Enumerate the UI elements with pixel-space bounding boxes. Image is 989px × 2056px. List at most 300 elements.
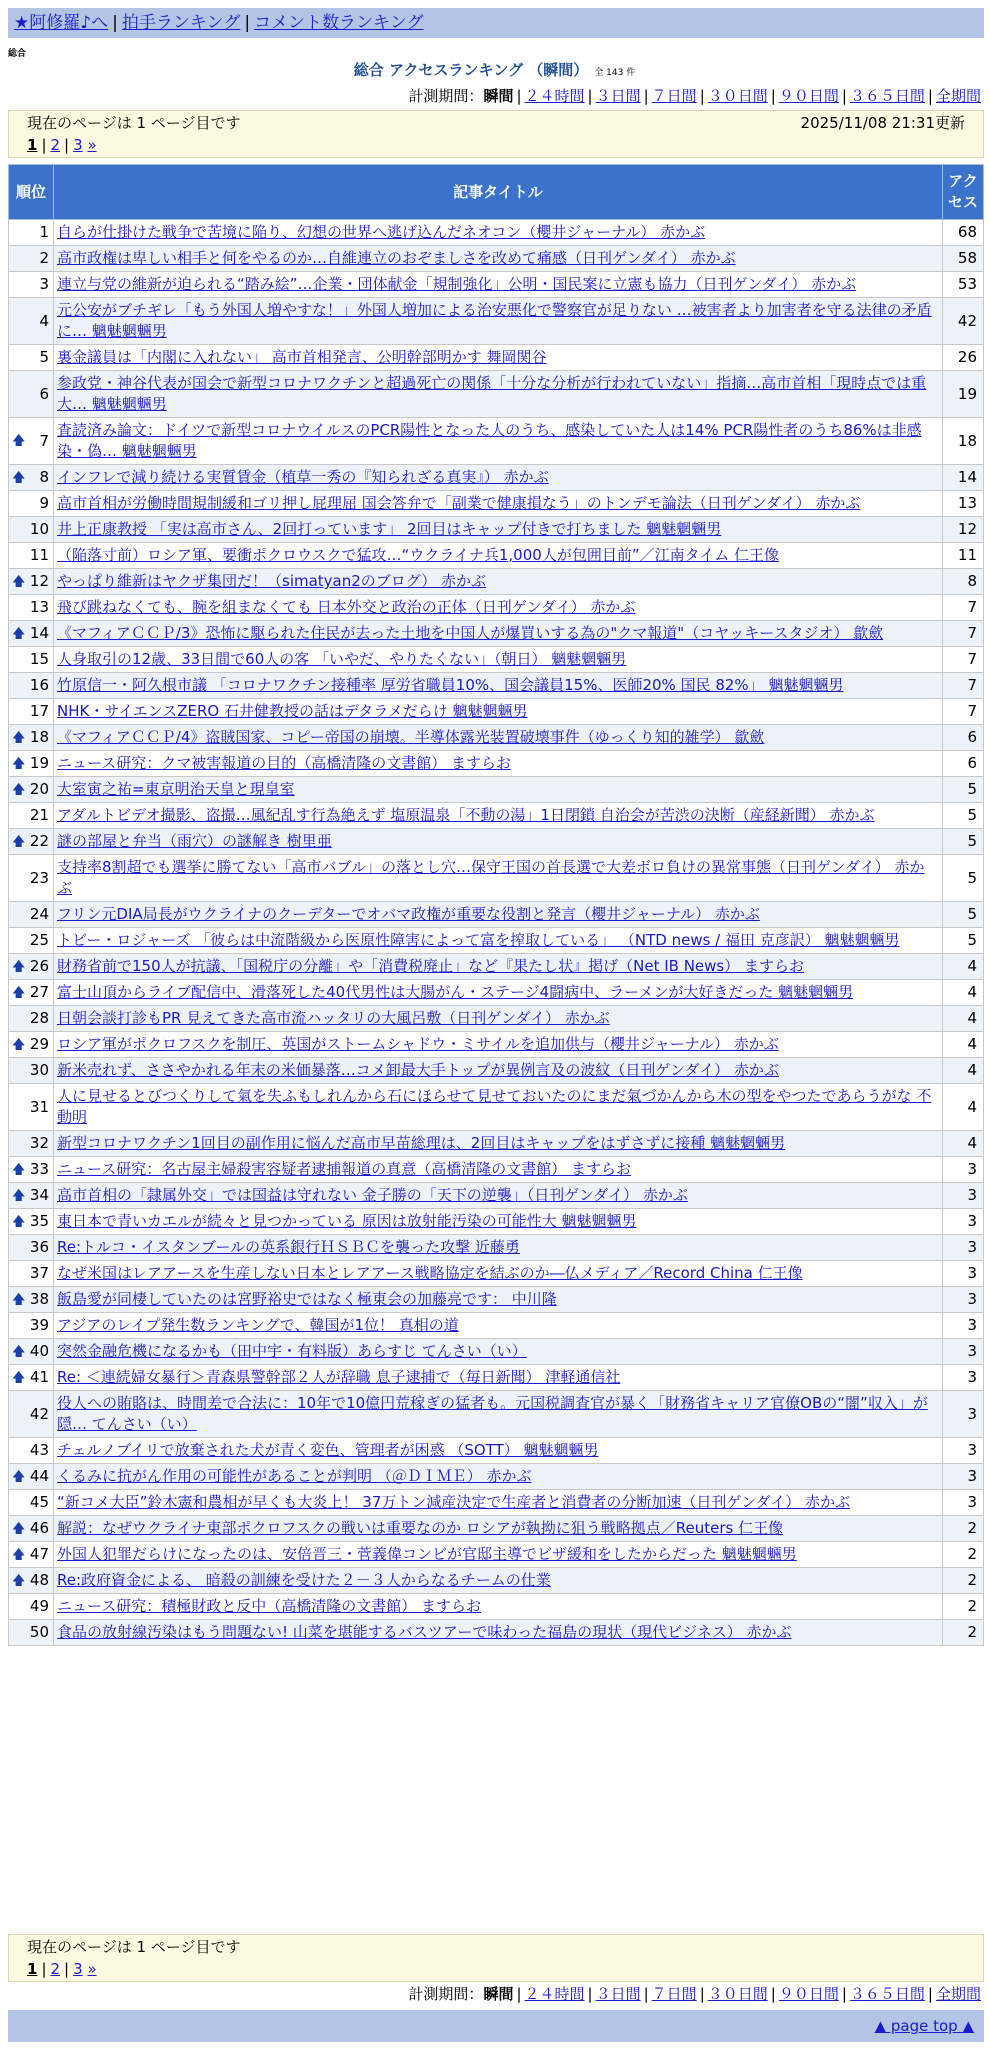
access-count: 3 [943,1287,984,1313]
rank-number: 29 [29,1035,49,1053]
period-separator: | [516,87,522,105]
period-link[interactable]: ９０日間 [778,1985,839,2003]
access-count: 3 [943,1391,984,1438]
title-cell [54,1516,943,1542]
period-selector-bottom [408,1984,981,2004]
article-link[interactable]: 井上正康教授 「実は高市さん、2回打っています」 2回目はキャップ付きで打ちました 魑魅魍魎男 [57,520,722,538]
period-link[interactable]: ３０日間 [707,87,768,105]
table-row [9,1620,984,1646]
table-row [9,1542,984,1568]
table-row [9,543,984,569]
table-row [9,673,984,699]
table-row [9,777,984,803]
title-cell [54,1235,943,1261]
up-arrow-icon: 🡅 [12,1188,26,1203]
period-separator: | [927,1985,933,2003]
access-count: 3 [943,1209,984,1235]
article-link[interactable]: インフレで減り続ける実質賃金（植草一秀の『知られざる真実』） 赤かぶ [57,468,549,486]
article-link[interactable]: 突然金融危機になるかも（田中宇・有料版）あらすじ てんさい（い） [57,1342,527,1360]
article-link[interactable]: 外国人犯罪だらけになったのは、安倍晋三・菅義偉コンビが官邸主導でビザ緩和をしたからだった 魑魅魍魎男 [57,1545,797,1563]
access-count: 5 [943,902,984,928]
up-arrow-icon: 🡅 [12,1162,26,1177]
nav-separator: | [112,13,118,33]
period-separator: | [643,1985,649,2003]
article-link[interactable]: 新型コロナワクチン1回目の副作用に悩んだ高市早苗総理は、2回目はキャップをはずさずに接種 魑魅魍魎男 [57,1134,786,1152]
title-cell [54,777,943,803]
article-link[interactable]: Re:政府資金による、 暗殺の訓練を受けた２－３人からなるチームの仕業 [57,1571,551,1589]
page-top-link[interactable]: ▲ page top ▲ [874,2017,974,2035]
access-count: 4 [943,1084,984,1131]
article-link[interactable]: （陥落寸前）ロシア軍、要衝ポクロウスクで猛攻…“ウクライナ兵1,000人が包囲目前”／江南タイム 仁王像 [57,546,780,564]
table-row [9,272,984,298]
rank-number: 50 [29,1623,49,1641]
table-row [9,855,984,902]
rank-cell [9,777,54,803]
access-count: 11 [943,543,984,569]
title-cell [54,595,943,621]
rank-number: 21 [29,806,49,824]
access-count: 6 [943,751,984,777]
article-link[interactable]: 査読済み論文：ドイツで新型コロナウイルスのPCR陽性となった人のうち、感染していた人は14% PCR陽性者のうち86%は非感染・偽… 魑魅魍魎男 [57,421,922,460]
rank-cell [9,246,54,272]
up-arrow-icon: 🡅 [12,626,26,641]
table-row [9,491,984,517]
title-cell [54,517,943,543]
pager-box-bottom [8,1934,984,1982]
title-cell [54,220,943,246]
title-cell [54,246,943,272]
rank-number: 14 [29,624,49,642]
period-current: 瞬間 [483,1985,514,2003]
period-link[interactable]: 全期間 [935,87,981,105]
rank-cell [9,647,54,673]
rank-cell [9,298,54,345]
table-row [9,1568,984,1594]
table-row [9,1183,984,1209]
access-count: 3 [943,1261,984,1287]
rank-number: 32 [29,1134,49,1152]
up-arrow-icon: 🡅 [12,470,26,485]
article-link[interactable]: 高市首相の「隷属外交」では国益は守れない 金子勝の「天下の逆襲」（日刊ゲンダイ） 赤かぶ [57,1186,688,1204]
period-link[interactable]: ３日間 [595,1985,641,2003]
article-link[interactable]: アジアのレイプ発生数ランキングで、韓国が1位！ 真相の道 [57,1316,459,1334]
title-cell [54,371,943,418]
article-link[interactable]: 日朝会談打診もPR 見えてきた高市流ハッタリの大風呂敷（日刊ゲンダイ） 赤かぶ [57,1009,610,1027]
ranking-table-body [9,220,984,1646]
article-link[interactable]: 富士山頂からライブ配信中、滑落死した40代男性は大腸がん・ステージ4闘病中、ラーメンが大好きだった 魑魅魍魎男 [57,983,854,1001]
table-row [9,902,984,928]
up-arrow-icon: 🡅 [12,574,26,589]
up-arrow-icon: 🡅 [12,1037,26,1052]
table-row [9,465,984,491]
rank-cell [9,272,54,298]
article-link[interactable]: Re: ＜連続婦女暴行＞青森県警幹部２人が辞職 息子逮捕で（毎日新聞） 津軽通信社 [57,1368,621,1386]
table-row [9,345,984,371]
comment-ranking-link[interactable]: コメント数ランキング [254,13,424,33]
up-arrow-icon: 🡅 [12,1469,26,1484]
up-arrow-icon: 🡅 [12,1292,26,1307]
up-arrow-icon: 🡅 [12,1547,26,1562]
title-cell [54,345,943,371]
title-cell [54,569,943,595]
period-link[interactable]: ７日間 [651,1985,697,2003]
rank-number: 16 [29,676,49,694]
period-link[interactable]: ２４時間 [524,1985,585,2003]
up-arrow-icon: 🡅 [12,756,26,771]
period-link[interactable]: ９０日間 [778,87,839,105]
access-count: 4 [943,980,984,1006]
rank-cell [9,1464,54,1490]
rank-cell [9,491,54,517]
rank-number: 49 [29,1597,49,1615]
rank-number: 25 [29,931,49,949]
rank-number: 36 [29,1238,49,1256]
article-link[interactable]: 連立与党の維新が迫られる“踏み絵”…企業・団体献金「規制強化」公明・国民案に立憲も協力（日刊ゲンダイ） 赤かぶ [57,275,857,293]
access-count: 7 [943,673,984,699]
article-link[interactable]: やっぱり維新はヤクザ集団だ！（simatyan2のブログ） 赤かぶ [57,572,487,590]
access-count: 12 [943,517,984,543]
article-link[interactable]: 解説：なぜウクライナ東部ポクロフスクの戦いは重要なのか ロシアが執拗に狙う戦略拠点／Reuters 仁王像 [57,1519,784,1537]
title-cell [54,621,943,647]
table-row [9,1464,984,1490]
rank-cell [9,220,54,246]
rank-number: 11 [29,546,49,564]
rank-number: 38 [29,1290,49,1308]
page-link[interactable]: 3 [73,1960,83,1978]
access-count: 18 [943,418,984,465]
period-link[interactable]: ３６５日間 [849,87,925,105]
article-link[interactable]: ニュース研究：名古屋主婦殺害容疑者逮捕報道の真意（高橋清隆の文書館） ますらお [57,1160,632,1178]
period-link[interactable]: 全期間 [935,1985,981,2003]
page-link[interactable]: 3 [73,136,83,154]
article-link[interactable]: アダルトビデオ撮影、盗撮…風紀乱す行為絶えず 塩原温泉「不動の湯」1日閉鎖 自治会が苦渋の決断（産経新聞） 赤かぶ [57,806,875,824]
article-link[interactable]: 食品の放射線汚染はもう問題ない! 山菜を堪能するバスツアーで味わった福島の現状（現代ビジネス） 赤かぶ [57,1623,792,1641]
access-count: 5 [943,928,984,954]
genre-label: 総合 [8,49,27,59]
title-cell [54,1490,943,1516]
table-row [9,751,984,777]
rank-number: 34 [29,1186,49,1204]
title-cell [54,1313,943,1339]
article-link[interactable]: Re:トルコ・イスタンブールの英系銀行ＨＳＢＣを襲った攻撃 近藤勇 [57,1238,520,1256]
title-cell [54,954,943,980]
table-row [9,595,984,621]
period-link[interactable]: ７日間 [651,87,697,105]
article-link[interactable]: 人に見せるとびつくりして氣を失ふもしれんから石にほらせて見せておいたのにまだ氣づかんから木の型をやつたであらうがな 不動明 [57,1087,932,1126]
title-cell [54,1568,943,1594]
article-link[interactable]: 役人への賄賂は、時間差で合法に：10年で10億円荒稼ぎの猛者も。元国税調査官が暴く「財務省キャリア官僚OBの“闇”収入」が隠… てんさい（い） [57,1394,928,1433]
table-row [9,1084,984,1131]
up-arrow-icon: 🡅 [12,1370,26,1385]
article-link[interactable]: 高市政権は卑しい相手と何をやるのか…自維連立のおぞましさを改めて痛感（日刊ゲンダイ） 赤かぶ [57,249,736,267]
title-cell [54,803,943,829]
rank-number: 44 [29,1467,49,1485]
period-separator: | [587,87,593,105]
access-count: 3 [943,1235,984,1261]
title-cell [54,1594,943,1620]
rank-number: 31 [29,1097,49,1116]
access-count: 4 [943,1006,984,1032]
article-link[interactable]: 《マフィアＣＣＰ/4》盗賊国家、コピー帝国の崩壊。半導体露光装置破壊事件（ゆっくり知的雑学） 歙歛 [57,728,765,746]
article-link[interactable]: 飯島愛が同棲していたのは宮野裕史ではなく極東会の加藤亮です： 中川隆 [57,1290,557,1308]
table-row [9,1490,984,1516]
article-link[interactable]: NHK・サイエンスZERO 石井健教授の話はデタラメだらけ 魑魅魍魎男 [57,702,528,720]
up-arrow-icon: 🡅 [12,1521,26,1536]
page-status: 現在のページは 1 ページ目です [27,114,241,132]
article-link[interactable]: 支持率8割超でも選挙に勝てない「高市バブル」の落とし穴…保守王国の首長選で大差ボロ負けの異常事態（日刊ゲンダイ） 赤かぶ [57,858,925,897]
title-cell [54,699,943,725]
period-link[interactable]: ３日間 [595,87,641,105]
nav-separator: | [244,13,251,33]
title-cell [54,1287,943,1313]
rank-cell [9,928,54,954]
title-cell [54,928,943,954]
title-cell [54,491,943,517]
table-row [9,980,984,1006]
title-cell [54,1542,943,1568]
title-cell [54,647,943,673]
access-count: 3 [943,1339,984,1365]
access-count: 68 [943,220,984,246]
bottom-bar [8,2010,984,2042]
title-cell [54,1339,943,1365]
header-rank: 順位 [9,165,54,220]
period-link[interactable]: ３０日間 [707,1985,768,2003]
title-cell [54,902,943,928]
access-count: 2 [943,1568,984,1594]
rank-number: 28 [29,1009,49,1027]
page-separator: | [41,1960,47,1978]
article-link[interactable]: 財務省前で150人が抗議、「国税庁の分離」や「消費税廃止」など『果たし状』掲げ（Net IB News） ますらお [57,957,805,975]
title-cell [54,465,943,491]
rank-number: 45 [29,1493,49,1511]
article-link[interactable]: 元公安がブチギレ「もう外国人増やすな！」外国人増加による治安悪化で警察官が足りない …被害者より加害者を守る法律の矛盾に… 魑魅魍魎男 [57,301,932,340]
period-separator: | [587,1985,593,2003]
article-link[interactable]: ロシア軍がポクロフスクを制圧、英国がストームシャドウ・ミサイルを追加供与（櫻井ジャーナル） 赤かぶ [57,1035,779,1053]
rank-number: 8 [39,468,49,486]
home-link[interactable]: ★阿修羅♪へ [14,13,109,33]
title-cell [54,673,943,699]
title-cell [54,543,943,569]
period-separator: | [770,1985,776,2003]
rank-cell [9,699,54,725]
access-count: 5 [943,777,984,803]
article-link[interactable]: 飛び跳ねなくても、腕を組まなくても 日本外交と政治の正体（日刊ゲンダイ） 赤かぶ [57,598,636,616]
article-link[interactable]: くるみに抗がん作用の可能性があることが判明 （＠ＤＩＭＥ） 赤かぶ [57,1467,532,1485]
table-row [9,1209,984,1235]
access-count: 5 [943,803,984,829]
rank-cell [9,1287,54,1313]
next-page-link[interactable]: » [87,136,97,154]
article-link[interactable]: トビー・ロジャーズ 「彼らは中流階級から医原性障害によって富を搾取している」 （NTD news / 福田 克彦訳） 魑魅魍魎男 [57,931,900,949]
access-count: 3 [943,1464,984,1490]
rank-number: 22 [29,832,49,850]
rank-number: 48 [29,1571,49,1589]
rank-cell [9,595,54,621]
rank-cell [9,465,54,491]
page-separator: | [41,136,47,154]
rank-cell [9,1157,54,1183]
up-arrow-icon: 🡅 [12,1214,26,1229]
period-link[interactable]: ３６５日間 [849,1985,925,2003]
period-current: 瞬間 [483,87,514,105]
rank-number: 30 [29,1061,49,1079]
rank-cell [9,1490,54,1516]
table-row [9,621,984,647]
period-separator: | [927,87,933,105]
table-row [9,647,984,673]
rank-cell [9,980,54,1006]
article-link[interactable]: 《マフィアＣＣＰ/3》恐怖に駆られた住民が去った土地を中国人が爆買いする為の"クマ報道"（コヤッキースタジオ） 歙歛 [57,624,884,642]
rank-number: 40 [29,1342,49,1360]
rank-cell [9,725,54,751]
title-cell [54,855,943,902]
rank-cell [9,1183,54,1209]
up-arrow-icon: 🡅 [12,782,26,797]
pagination [27,135,965,155]
article-link[interactable]: 謎の部屋と弁当（雨穴）の謎解き 樹里亜 [57,832,332,850]
access-count: 58 [943,246,984,272]
rank-cell [9,1209,54,1235]
table-row [9,829,984,855]
rank-cell [9,1365,54,1391]
article-link[interactable]: “新コメ大臣”鈴木憲和農相が早くも大炎上！ 37万トン減産決定で生産者と消費者の分断加速（日刊ゲンダイ） 赤かぶ [57,1493,850,1511]
rank-number: 3 [39,275,49,293]
table-row [9,569,984,595]
table-row [9,803,984,829]
rank-number: 46 [29,1519,49,1537]
access-count: 53 [943,272,984,298]
title-cell [54,418,943,465]
rank-cell [9,345,54,371]
article-link[interactable]: 竹原信一・阿久根市議 「コロナワクチン接種率 厚労省職員10%、国会議員15%、医師20% 国民 82%」 魑魅魍魎男 [57,676,844,694]
article-link[interactable]: ニュース研究：積極財政と反中（高橋清隆の文書館） ますらお [57,1597,482,1615]
article-link[interactable]: 東日本で青いカエルが続々と見つかっている 原因は放射能汚染の可能性大 魑魅魍魎男 [57,1212,637,1230]
rank-cell [9,1313,54,1339]
rank-number: 20 [29,780,49,798]
article-link[interactable]: チェルノブイリで放棄された犬が青く変色、管理者が困惑 （SOTT） 魑魅魍魎男 [57,1441,599,1459]
title-cell [54,1032,943,1058]
article-link[interactable]: 参政党・神谷代表が国会で新型コロナワクチンと超過死亡の関係「十分な分析が行われていない」指摘…高市首相「現時点では重大… 魑魅魍魎男 [57,374,927,413]
period-label: 計測期間： [408,87,484,105]
article-link[interactable]: 自らが仕掛けた戦争で苦境に陥り、幻想の世界へ逃げ込んだネオコン（櫻井ジャーナル） 赤かぶ [57,223,706,241]
applause-ranking-link[interactable]: 拍手ランキング [121,13,241,33]
title-cell [54,1261,943,1287]
rank-number: 41 [29,1368,49,1386]
title-cell [54,1058,943,1084]
article-link[interactable]: なぜ米国はレアアースを生産しない日本とレアアース戦略協定を結ぶのか―仏メディア／Record China 仁王像 [57,1264,803,1282]
table-row [9,1261,984,1287]
title-cell [54,272,943,298]
rank-cell [9,1235,54,1261]
period-separator: | [841,87,847,105]
rank-cell [9,1131,54,1157]
access-count: 7 [943,621,984,647]
title-cell [54,1438,943,1464]
rank-cell [9,1568,54,1594]
rank-number: 42 [29,1404,49,1423]
rank-number: 33 [29,1160,49,1178]
next-page-link[interactable]: » [87,1960,97,1978]
rank-cell [9,1391,54,1438]
table-row [9,246,984,272]
access-count: 3 [943,1365,984,1391]
article-link[interactable]: 高市首相が労働時間規制緩和ゴリ押し屁理屈 国会答弁で「副業で健康損なう」のトンデモ論法（日刊ゲンダイ） 赤かぶ [57,494,861,512]
rank-cell [9,543,54,569]
table-row [9,725,984,751]
rank-cell [9,954,54,980]
header-title: 記事タイトル [54,165,943,220]
table-row [9,1006,984,1032]
page-link[interactable]: 2 [50,1960,61,1978]
title-cell [54,1464,943,1490]
title-cell [54,1084,943,1131]
rank-cell [9,1516,54,1542]
rank-cell [9,621,54,647]
title-cell [54,1365,943,1391]
article-link[interactable]: ニュース研究：クマ被害報道の目的（高橋清隆の文書館） ますらお [57,754,512,772]
article-link[interactable]: 大室寅之祐=東京明治天皇と現皇室 [57,780,295,798]
ranking-table [8,164,984,1646]
rank-number: 15 [29,650,49,668]
table-row [9,1313,984,1339]
title-cell [54,298,943,345]
title-cell [54,829,943,855]
article-link[interactable]: 人身取引の12歳、33日間で60人の客 「いやだ、やりたくない」（朝日） 魑魅魍魎男 [57,650,627,668]
table-row [9,1516,984,1542]
rank-cell [9,803,54,829]
page-link[interactable]: 2 [50,136,61,154]
rank-cell [9,1084,54,1131]
table-row [9,220,984,246]
article-link[interactable]: 新米売れず、ささやかれる年末の米価暴落…コメ卸最大手トップが異例言及の波紋（日刊ゲンダイ） 赤かぶ [57,1061,779,1079]
table-row [9,1157,984,1183]
title-cell [54,1209,943,1235]
title-cell [54,1157,943,1183]
table-header-row [9,165,984,220]
rank-cell [9,418,54,465]
rank-number: 37 [29,1264,49,1282]
table-row [9,1339,984,1365]
table-row [9,1032,984,1058]
period-link[interactable]: ２４時間 [524,87,585,105]
access-count: 4 [943,954,984,980]
access-count: 3 [943,1183,984,1209]
rank-cell [9,751,54,777]
access-count: 5 [943,829,984,855]
rank-number: 7 [39,431,49,450]
access-count: 7 [943,699,984,725]
article-link[interactable]: 裏金議員は「内閣に入れない」 高市首相発言、公明幹部明かす 舞岡関谷 [57,348,547,366]
article-link[interactable]: フリン元DIA局長がウクライナのクーデターでオバマ政権が重要な役割と発言（櫻井ジャーナル） 赤かぶ [57,905,760,923]
page-current: 1 [27,136,38,154]
period-separator: | [516,1985,522,2003]
rank-cell [9,1339,54,1365]
up-arrow-icon: 🡅 [12,834,26,849]
up-arrow-icon: 🡅 [12,1344,26,1359]
title-cell [54,725,943,751]
rank-number: 12 [29,572,49,590]
updated-time: 2025/11/08 21:31更新 [800,114,965,132]
table-row [9,1058,984,1084]
access-count: 3 [943,1438,984,1464]
rank-cell [9,829,54,855]
table-row [9,517,984,543]
rank-cell [9,1542,54,1568]
total-count: 全 143 件 [594,68,636,78]
access-count: 2 [943,1516,984,1542]
period-label: 計測期間： [408,1985,484,2003]
